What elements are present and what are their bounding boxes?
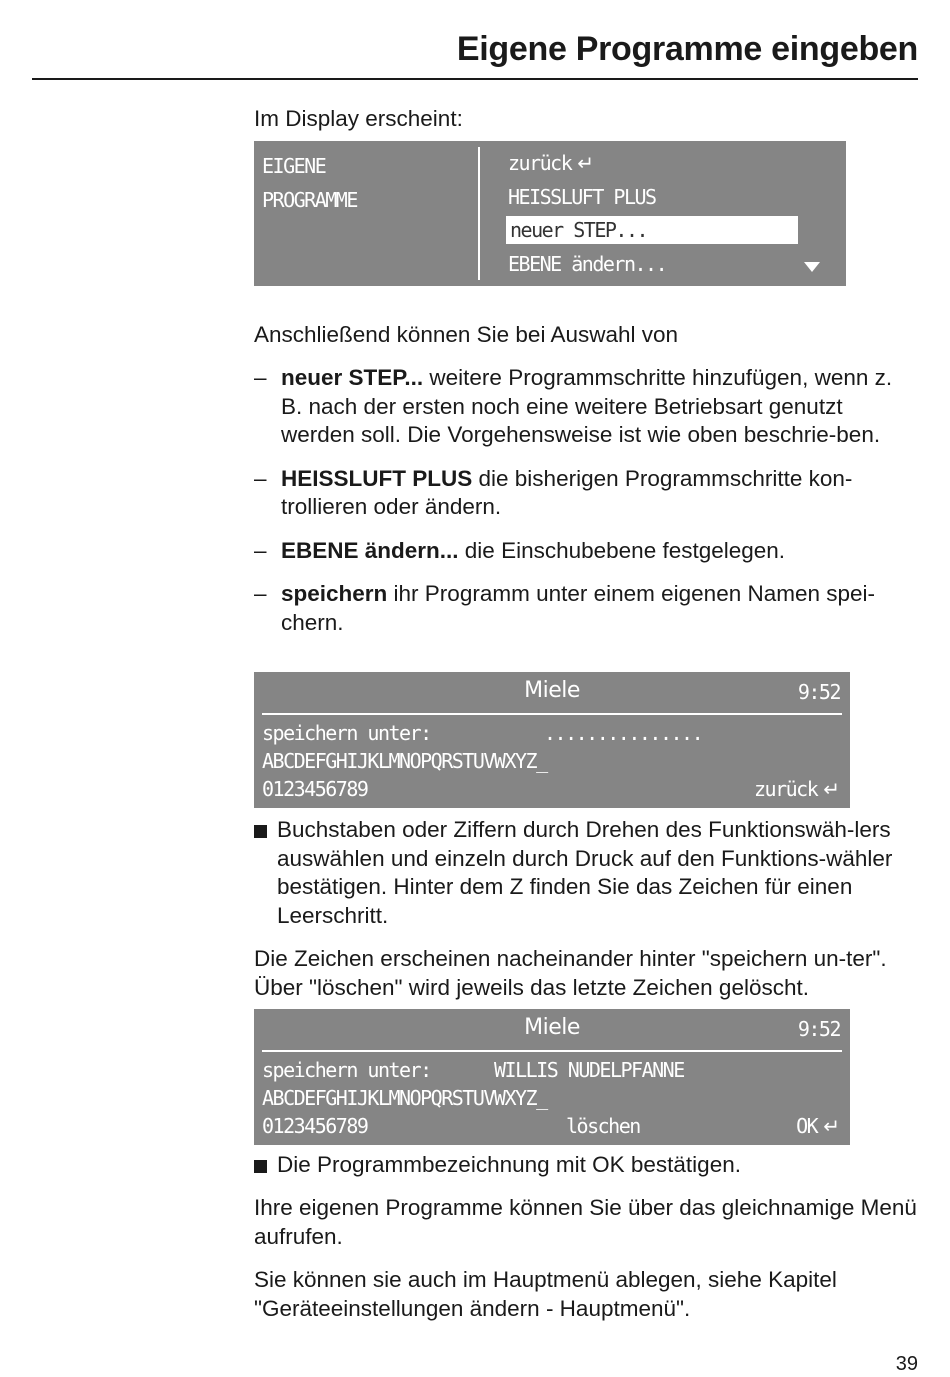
option-item-heissluft-plus — [254, 465, 918, 522]
display-digit-row: 0123456789 — [262, 1114, 368, 1138]
page-title: Eigene Programme eingeben — [456, 30, 918, 68]
option-item-speichern — [254, 580, 918, 637]
instruction-text: Die Programmbezeichnung mit OK bestätigen. — [277, 1152, 741, 1177]
main-menu-text — [254, 1266, 918, 1323]
display-divider — [478, 147, 480, 280]
display-save-label: speichern unter: — [262, 1058, 431, 1082]
dash-bullet: – — [254, 465, 267, 491]
display-item-ebene-aendern: EBENE ändern... — [508, 252, 667, 276]
display-back-option — [754, 775, 840, 803]
dash-bullet: – — [254, 365, 267, 390]
display-ok-label: OK — [796, 1114, 818, 1138]
square-bullet-icon — [254, 1160, 267, 1173]
display-save-value: ............... — [544, 721, 703, 745]
display-rule — [262, 1050, 842, 1052]
menu-text — [254, 1194, 918, 1251]
display-clock: 9:52 — [797, 1017, 840, 1041]
display-save-as-filled — [254, 1009, 850, 1145]
display-letter-row: ABCDEFGHIJKLMNOPQRSTUVWXYZ_ — [262, 749, 547, 773]
characters-text — [254, 945, 918, 1002]
option-item-new-step — [254, 364, 918, 450]
scroll-down-arrow-icon — [804, 262, 820, 272]
display-save-as-empty — [254, 672, 850, 808]
instruction-step-confirm-name — [254, 1151, 918, 1180]
display-heading-line-2: PROGRAMME — [262, 188, 357, 212]
display-digit-row: 0123456789 — [262, 777, 368, 801]
display-heading-line-1: EIGENE — [262, 154, 326, 178]
option-term: EBENE ändern... — [281, 537, 459, 563]
option-term: HEISSLUFT PLUS — [281, 465, 473, 491]
display-item-back-label: zurück — [508, 151, 572, 175]
enter-arrow-icon: ↵ — [577, 151, 595, 175]
display-back-label: zurück — [753, 777, 818, 801]
display-letter-row: ABCDEFGHIJKLMNOPQRSTUVWXYZ_ — [262, 1086, 547, 1110]
page-number: 39 — [895, 1353, 918, 1375]
display-item-new-step-selected: neuer STEP... — [506, 216, 798, 244]
after-display-text — [254, 321, 918, 350]
option-term: speichern — [281, 581, 388, 606]
option-text: die Einschubebene festgelegen. — [458, 537, 786, 563]
instruction-step-select-characters — [254, 816, 918, 930]
display-ok-option — [796, 1112, 840, 1140]
dash-bullet: – — [254, 581, 267, 606]
main-menu-paragraph: Sie können sie auch im Hauptmenü ablegen, siehe Kapitel "Geräteeinstellungen ändern - Hauptmenü". — [254, 1267, 837, 1321]
menu-paragraph: Ihre eigenen Programme können Sie über das gleichnamige Menü aufrufen. — [254, 1195, 917, 1249]
display-save-label: speichern unter: — [262, 721, 431, 745]
enter-arrow-icon: ↵ — [823, 1114, 840, 1138]
instruction-text: Buchstaben oder Ziffern durch Drehen des Funktionswäh-lers auswählen und einzeln durch Druck auf den Funktions-wähler bestätigen. Hinter dem Z finden Sie das Zeichen für einen Leerschritt. — [277, 817, 893, 928]
display-clock: 9:52 — [797, 680, 840, 704]
option-text: weitere Programmschritte hinzufügen, wenn z. B. nach der ersten noch eine weitere Betriebsart genutzt werden soll. Die Vorgehensweise ist wie oben beschrie-ben. — [281, 365, 893, 447]
enter-arrow-icon: ↵ — [823, 777, 840, 801]
display-rule — [262, 713, 842, 715]
display-own-programs-menu — [254, 141, 846, 286]
option-term: neuer STEP... — [281, 365, 424, 390]
display-menu-heading — [262, 149, 357, 217]
step-list-1 — [254, 816, 918, 930]
dash-bullet: – — [254, 537, 267, 563]
page-header — [32, 26, 918, 80]
display-item-heissluft-plus: HEISSLUFT PLUS — [508, 185, 656, 209]
display-save-value: WILLIS NUDELPFANNE — [494, 1058, 684, 1082]
option-text: ihr Programm unter einem eigenen Namen spei-chern. — [281, 581, 876, 635]
after-display-paragraph: Anschließend können Sie bei Auswahl von — [254, 322, 679, 347]
display-item-back — [508, 149, 594, 177]
display-delete-option: löschen — [566, 1114, 640, 1138]
option-text: die bisherigen Programmschritte kon-trollieren oder ändern. — [281, 465, 853, 519]
display-brand-logo: Miele — [524, 1015, 580, 1040]
square-bullet-icon — [254, 825, 267, 838]
option-list — [254, 364, 918, 637]
intro-paragraph: Im Display erscheint: — [254, 106, 463, 131]
display-brand-logo: Miele — [524, 678, 580, 703]
step-list-2 — [254, 1151, 918, 1180]
intro-text — [254, 105, 918, 134]
characters-paragraph: Die Zeichen erscheinen nacheinander hinter "speichern un-ter". Über "löschen" wird jeweils das letzte Zeichen gelöscht. — [254, 946, 887, 1000]
option-item-ebene-aendern — [254, 537, 918, 566]
